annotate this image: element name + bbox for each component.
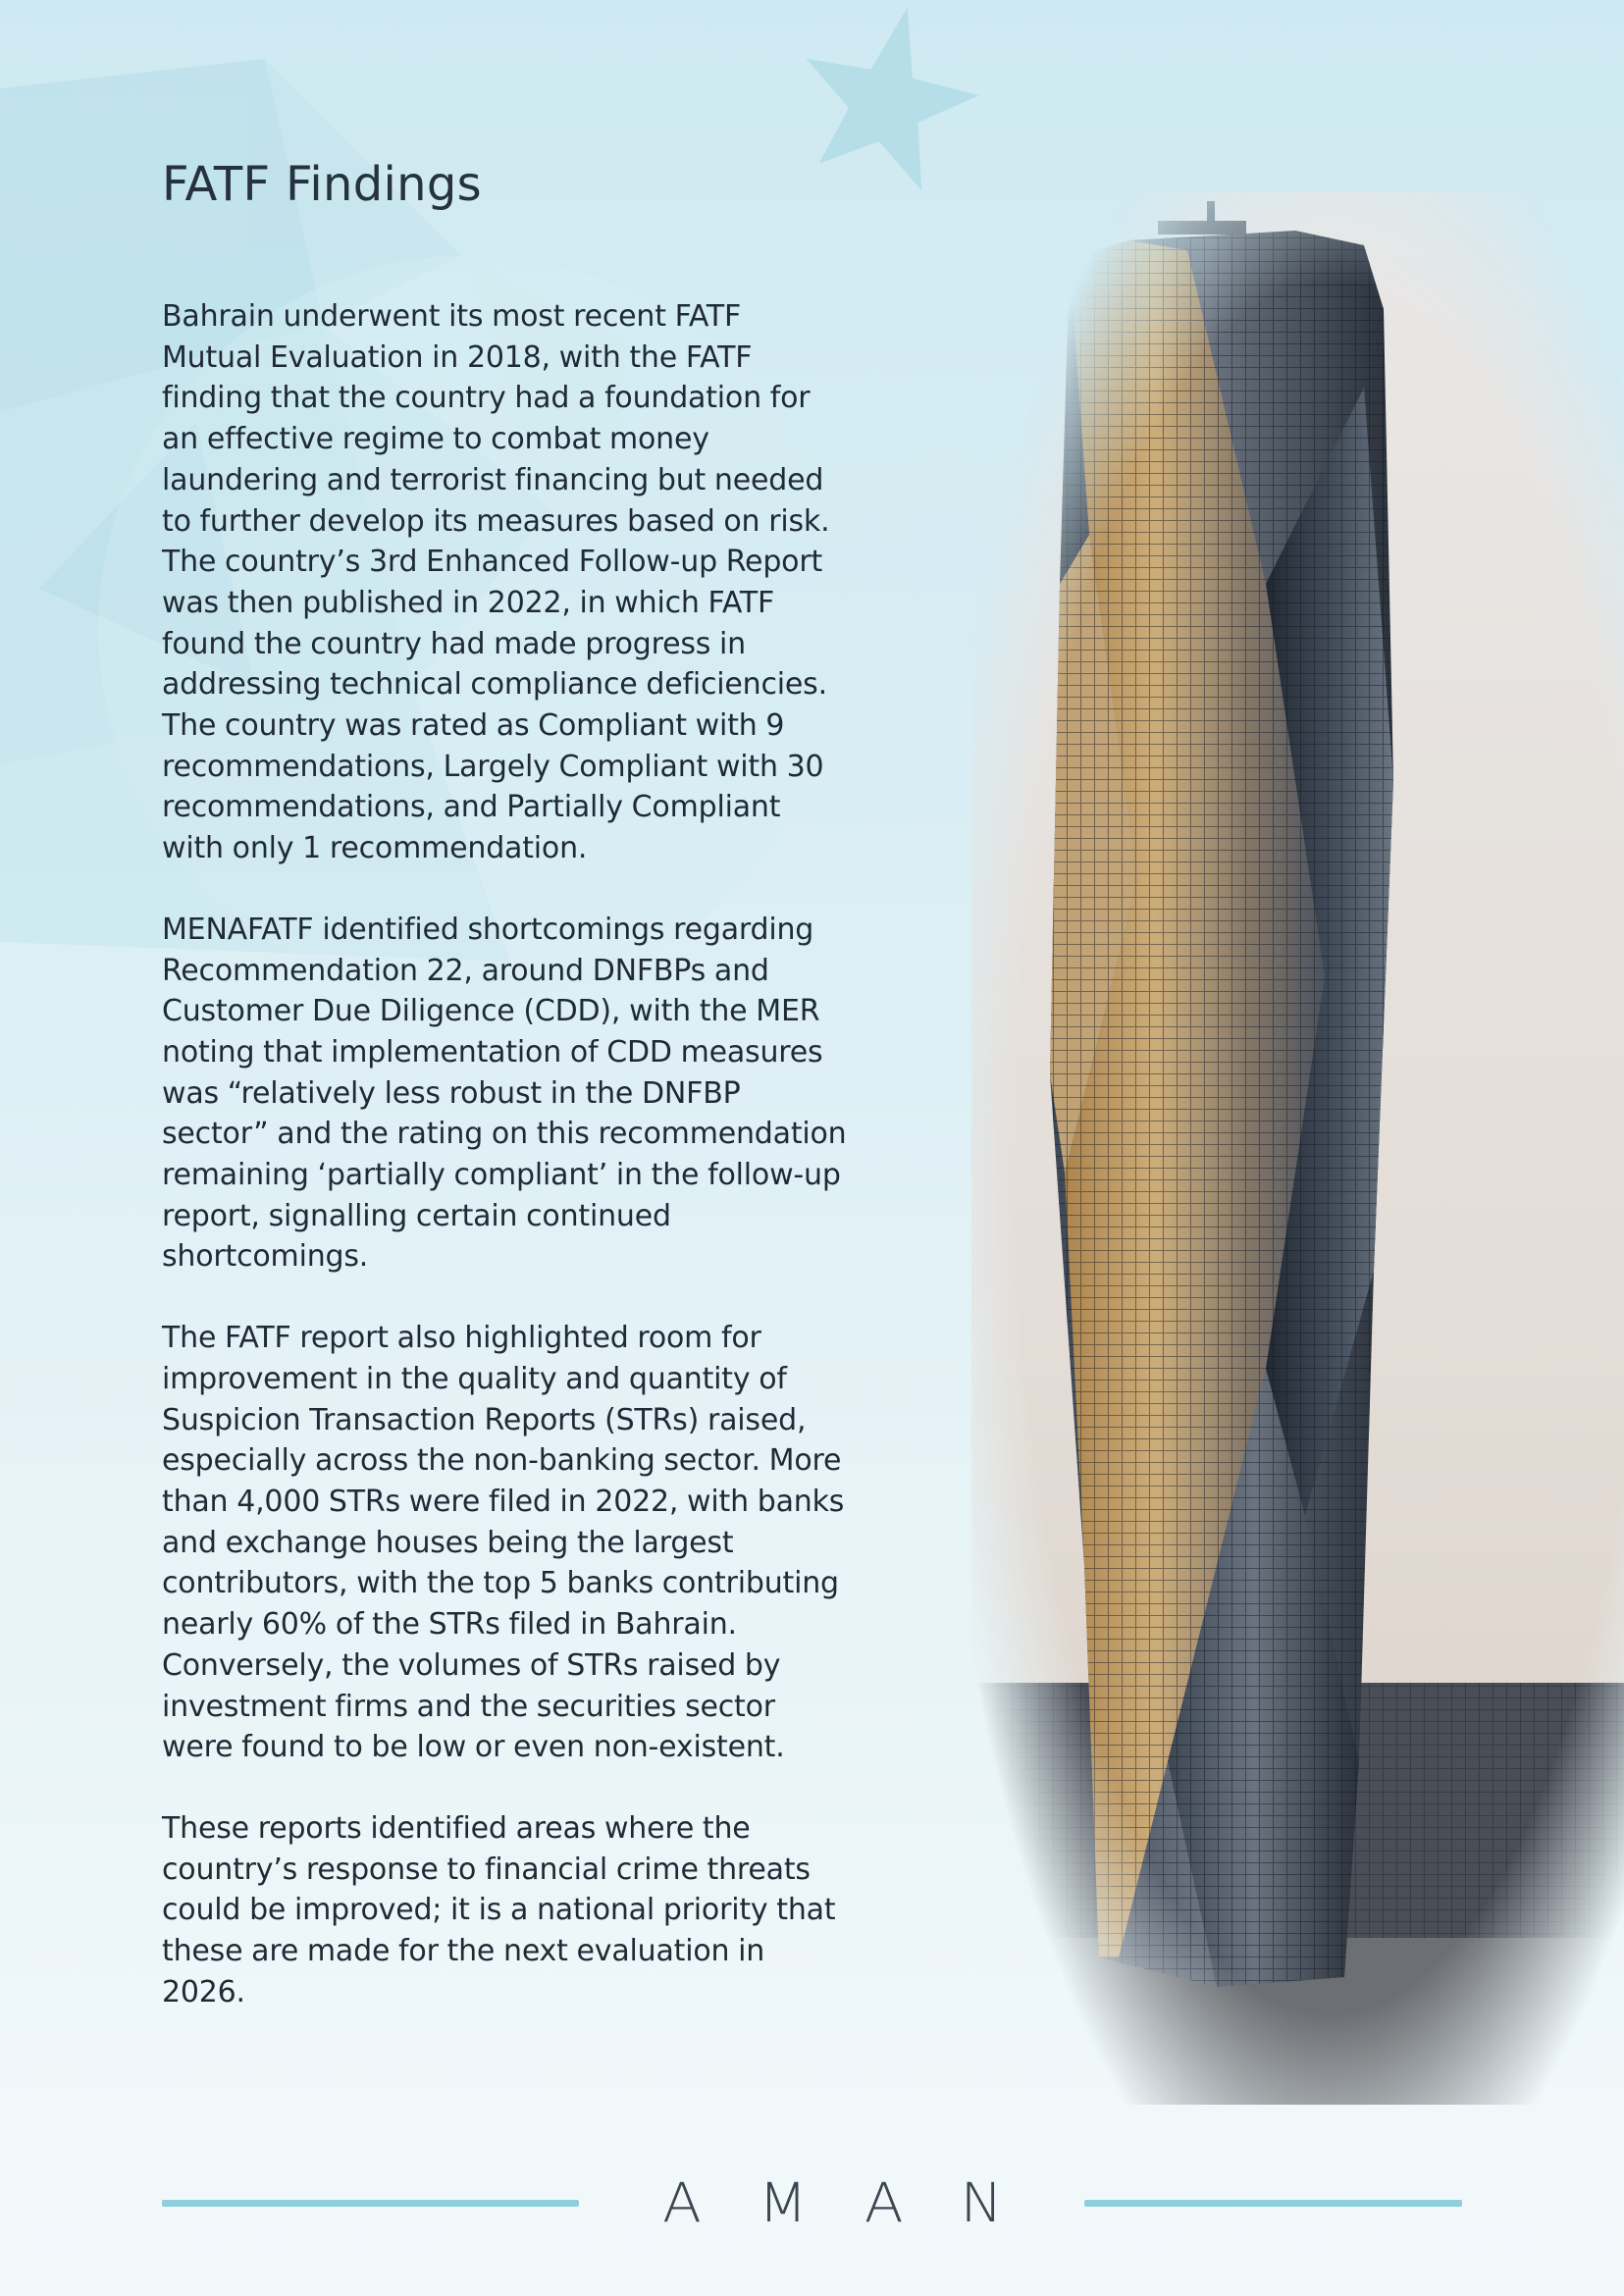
brand-logo: AMAN [662, 2170, 1060, 2235]
footer-divider-left [162, 2200, 579, 2207]
twisted-tower-photo [971, 191, 1624, 2105]
paragraph-3: The FATF report also highlighted room for improvement in the quality and quantity of Suspicion Transaction Reports (STRs) raised, especially across the non-banking sector. More than 4,000 STRs were filed in 2022, with banks and exchange houses being the largest contributors, with the top 5 banks contributing nearly 60% of the STRs filed in Bahrain. Conversely, the volumes of STRs raised by investment firms and the securities sector were found to be low or even non-existent. [162, 1321, 845, 1765]
footer-divider-right [1084, 2200, 1462, 2207]
paragraph-4: These reports identified areas where the country’s response to financial crime threats could be improved; it is a national priority that these are made for the next evaluation in 2026. [162, 1810, 836, 2009]
paragraph-2: MENAFATF identified shortcomings regarding Recommendation 22, around DNFBPs and Customer Due Diligence (CDD), with the MER noting that implementation of CDD measures was “relatively less robust in the DNFBP sector” and the rating on this recommendation remaining ‘partially compliant’ in the follow-up report, signalling certain continued shortcomings. [162, 912, 847, 1275]
paragraph-1: Bahrain underwent its most recent FATF Mutual Evaluation in 2018, with the FATF finding that the country had a foundation for an effective regime to combat money laundering and terrorist financing but needed to further develop its measures based on risk. The country’s 3rd Enhanced Follow-up Report was then published in 2022, in which FATF found the country had made progress in addressing technical compliance deficiencies. The country was rated as Compliant with 9 recommendations, Largely Compliant with 30 recommendations, and Partially Compliant with only 1 recommendation. [162, 299, 830, 866]
page-title: FATF Findings [162, 157, 482, 212]
footer [0, 2170, 1624, 2235]
main-content [162, 157, 849, 2053]
